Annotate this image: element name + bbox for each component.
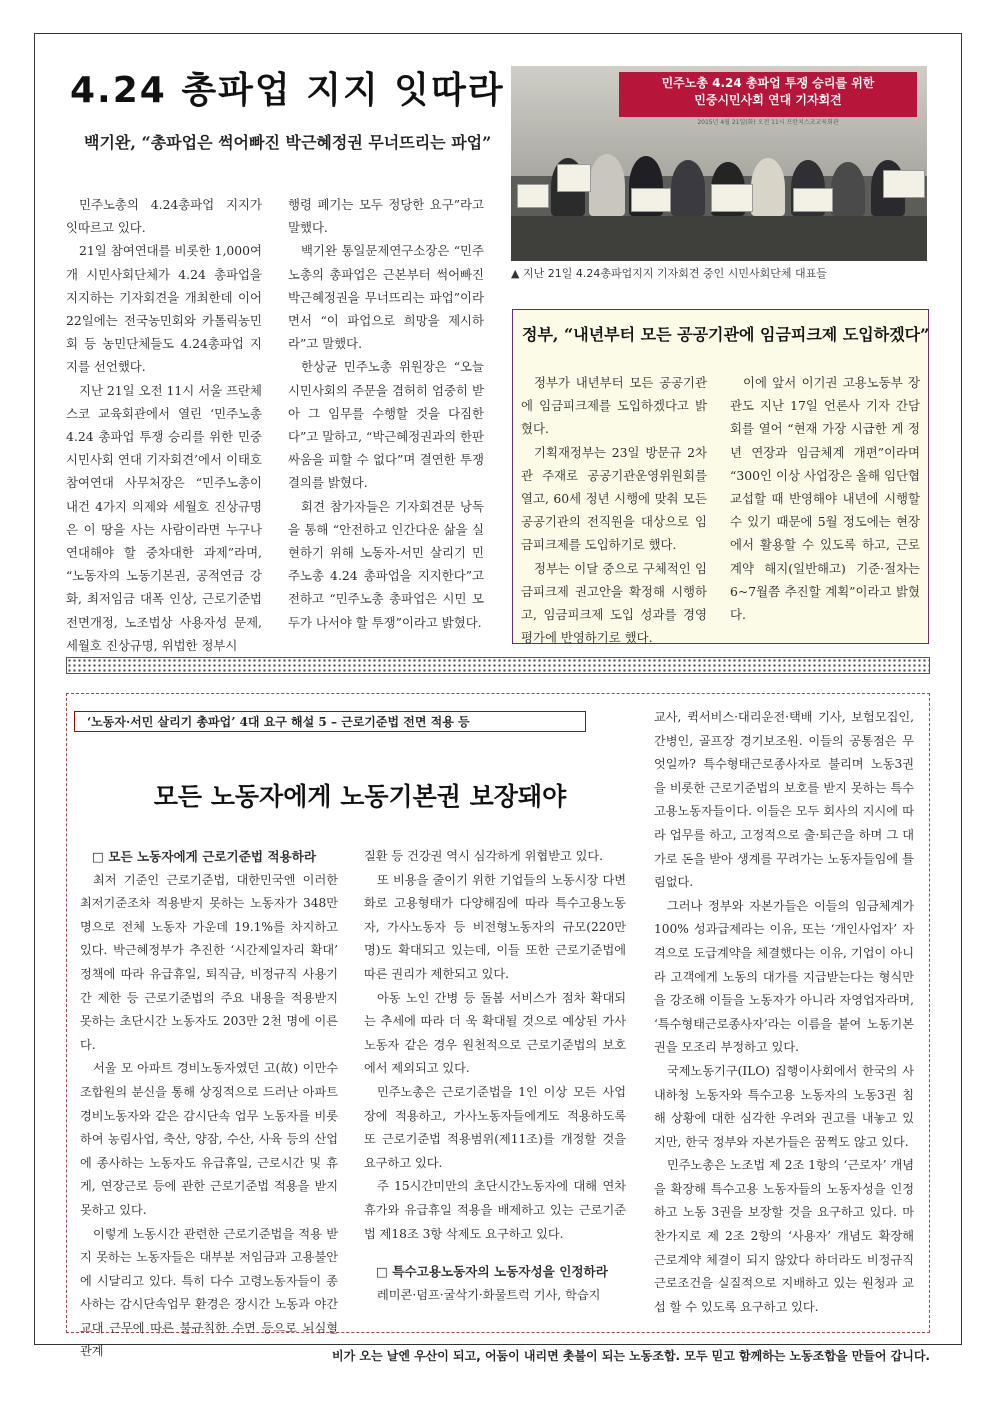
top-story-column-1 [66, 193, 262, 657]
section-heading: □ 모든 노동자에게 근로기준법 적용하라 [92, 849, 317, 864]
main-headline: 4.24 총파업 지지 잇따라 [70, 70, 505, 111]
paragraph: 21일 참여연대를 비롯한 1,000여개 시민사회단체가 4.24 총파업을 지지하는 기자회견을 개최한데 이어 22일에는 전국농민회와 카톨릭농민회 등 농민단체들도 4.24총파업 지지를 선언했다. [66, 243, 262, 375]
paragraph: 서울 모 아파트 경비노동자였던 고(故) 이만수 조합원의 분신을 통해 상징적으로 드러난 아파트 경비노동자와 같은 감시단속 업무 노동자를 비롯하여 농림사업, 축산, 양잠, 수산, 사육 등의 산업에 종사하는 노동자도 유급휴일, 근로시간 및 휴게, 연장근로 등에 관한 근로기준법 적용을 받지 못하고 있다. [80, 1061, 338, 1217]
paragraph: 행령 폐기는 모두 정당한 요구”라고 말했다. [288, 197, 484, 236]
footer-slogan: 비가 오는 날엔 우산이 되고, 어둠이 내리면 촛불이 되는 노동조합. 모두 믿고 함께하는 노동조합을 만들어 갑니다. [332, 1349, 930, 1363]
paragraph: 민주노총은 근로기준법을 1인 이상 모든 사업장에 적용하고, 가사노동자들에게도 적용하도록 또 근로기준법 적용범위(제11조)를 개정할 것을 요구하고 있다. [364, 1084, 626, 1170]
paragraph: 레미콘·덤프·굴삭기·화물트럭 기사, 학습지 [377, 1287, 601, 1302]
paragraph: 아동 노인 간병 등 돌봄 서비스가 점차 확대되는 추세에 따라 더 욱 확대될 것으로 예상된 가사노동자 같은 경우 원천적으로 근로기준법의 보호에서 제외되고 있다. [364, 990, 626, 1076]
paragraph: 이렇게 노동시간 관련한 근로기준법을 적용 받지 못하는 노동자들은 대부분 저임금과 고용불안에 시달리고 있다. 특히 다수 고령노동자들이 종사하는 감시단속업무 환경은 장시간 노동과 야간교대 근무에 따른 불규칙한 수면 등으로 뇌심혈관계 [80, 1226, 338, 1359]
paragraph: 민주노총의 4.24총파업 지지가 잇따르고 있다. [66, 197, 262, 236]
paragraph: 한상균 민주노총 위원장은 “오늘 시민사회의 주문을 겸허히 엄중히 받아 그 임무를 수행할 것을 다짐한다”고 말하고, “박근혜정권과의 한판 싸움을 피할 수 없다”며 결연한 투쟁 결의를 밝혔다. [288, 359, 484, 491]
photo-caption: ▲ 지난 21일 4.24총파업지지 기자회견 중인 시민사회단체 대표들 [511, 267, 827, 280]
section-divider [66, 657, 930, 674]
top-story-column-2 [288, 193, 484, 634]
paragraph: 교사, 퀵서비스·대리운전·택배 기사, 보험모집인, 간병인, 골프장 경기보조원. 이들의 공통점은 무엇일까? 특수형태근로종사자로 불리며 노동3권을 비롯한 근로기준법의 보호를 받지 못하는 특수고용노동자들이다. 이들은 모두 회사의 지시에 따라 업무를 하고, 고정적으로 출·퇴근을 하며 그 대가로 돈을 받아 생계를 꾸려가는 노동자들임에 틀림없다. [654, 710, 914, 890]
press-conference-photo [511, 66, 927, 261]
sidebar-column-2 [730, 371, 920, 626]
lower-headline: 모든 노동자에게 노동기본권 보장돼야 [153, 782, 567, 811]
paragraph: 주 15시간미만의 초단시간노동자에 대해 연차휴가와 유급휴일 적용을 배제하고 있는 근로기준법 제18조 3항 삭제도 요구하고 있다. [364, 1179, 626, 1241]
paragraph: 지난 21일 오전 11시 서울 프란체스코 교육회관에서 열린 ‘민주노총 4.24 총파업 투쟁 승리를 위한 민중시민사회 연대 기자회견’에서 이태호 참여연대 사무처장은 “민주노총이 내건 4가지 의제와 세월호 진상규명은 이 땅을 사는 사람이라면 누구나 연대해야 할 중차대한 과제”라며, “노동자의 노동기본권, 공적연금 강화, 최저임금 대폭 인상, 근로기준법 전면개정, 노조법상 사용자성 문제, 세월호 진상규명, 위법한 정부시 [66, 382, 262, 653]
series-kicker: ‘노동자·서민 살리기 총파업’ 4대 요구 해설 5 – 근로기준법 전면 적용 등 [74, 711, 586, 732]
paragraph: 그러나 정부와 자본가들은 이들의 임금체계가 100% 성과급제라는 이유, 또는 ‘개인사업자’ 자격으로 도급계약을 체결했다는 이유, 기업이 아니라 고객에게 노동의 대가를 지급받는다는 형식만을 강조해 이들을 노동자가 아니라 자영업자라며, ‘특수형태근로종사자’라는 이름을 붙여 노동기본권을 모조리 부정하고 있다. [654, 898, 914, 1055]
photo-banner: 민주노총 4.24 총파업 투쟁 승리를 위한 민중시민사회 연대 기자회견 2015년 4월 21일(화) 오전 11시 프란치스코교육회관 [619, 72, 917, 117]
paragraph: 이에 앞서 이기권 고용노동부 장관도 지난 17일 언론사 기자 간담회를 열어 “현재 가장 시급한 게 정년 연장과 임금체계 개편”이라며 “300인 이상 사업장은 올해 임단협 교섭할 때 반영해야 내년에 시행할 수 있기 때문에 5월 정도에는 현장에서 활용할 수 있도록 하고, 근로계약 해지(일반해고) 기준·절차는 6~7월쯤 추진할 계획”이라고 밝혔다. [730, 375, 920, 623]
paragraph: 회견 참가자들은 기자회견문 낭독을 통해 “안전하고 인간다운 삶을 실현하기 위해 노동자-서민 살리기 민주노총 4.24 총파업을 지지한다”고 전하고 “민주노총 총파업은 시민 모두가 나서야 할 투쟁”이라고 밝혔다. [288, 498, 484, 630]
paragraph: 또 비용을 줄이기 위한 기업들의 노동시장 다변화로 고용형태가 다양해짐에 따라 특수고용노동자, 가사노동자 등 비전형노동자의 규모(220만명)도 확대되고 있는데, 이들 또한 근로기준법에 따른 권리가 제한되고 있다. [364, 872, 626, 981]
sidebar-title: 정부, “내년부터 모든 공공기관에 임금피크제 도입하겠다” [522, 325, 930, 344]
lower-column-1 [80, 845, 338, 1364]
paragraph: 민주노총은 노조법 제 2조 1항의 ‘근로자’ 개념을 확장해 특수고용 노동자들의 노동자성을 인정하고 노동 3권을 보장할 것을 요구하고 있다. 마찬가지로 제 2조 2항의 ‘사용자’ 개념도 확장해 근로계약 체결이 되지 않았다 하더라도 비정규직 근로조건을 실질적으로 지배하고 있는 원청과 교섭 할 수 있도록 요구하고 있다. [654, 1158, 914, 1314]
lower-column-2 [364, 845, 626, 1307]
paragraph: 최저 기준인 근로기준법, 대한민국엔 이러한 최저기준조차 적용받지 못하는 노동자가 348만명으로 전체 노동자 가운데 19.1%를 차지하고 있다. 박근혜정부가 추진한 ‘시간제일자리 확대’ 정책에 따라 유급휴일, 퇴직금, 비정규직 사용기간 제한 등 근로기준법의 주요 내용을 적용받지 못하는 초단시간 노동자도 203만 2천 명에 이른다. [80, 872, 338, 1052]
section-heading: □ 특수고용노동자의 노동자성을 인정하라 [376, 1264, 608, 1280]
paragraph: 정부가 내년부터 모든 공공기관에 임금피크제를 도입하겠다고 밝혔다. [521, 375, 707, 437]
main-subheadline: 백기완, “총파업은 썩어빠진 박근혜정권 무너뜨리는 파업” [84, 133, 492, 152]
paragraph: 국제노동기구(ILO) 집행이사회에서 한국의 사내하청 노동자와 특수고용 노동자의 노동3권 침해 상황에 대한 심각한 우려와 권고를 내놓고 있지만, 한국 정부와 자본가들은 꿈쩍도 않고 있다. [654, 1063, 914, 1149]
paragraph: 질환 등 건강권 역시 심각하게 위협받고 있다. [364, 849, 604, 863]
paragraph: 백기완 통일문제연구소장은 “민주노총의 총파업은 근본부터 썩어빠진 박근혜정권을 무너뜨리는 파업”이라면서 “이 파업으로 희망을 제시하라”고 말했다. [288, 243, 484, 352]
paragraph: 기획재정부는 23일 방문규 2차관 주재로 공공기관운영위원회를 열고, 60세 정년 시행에 맞춰 모든 공공기관의 전직원을 대상으로 임금피크제를 도입하기로 했다. [521, 444, 707, 553]
paragraph: 정부는 이달 중으로 구체적인 임금피크제 권고안을 확정해 시행하고, 임금피크제 도입 성과를 경영평가에 반영하기로 했다. [521, 560, 707, 646]
lower-column-3 [654, 706, 914, 1319]
sidebar-column-1 [521, 371, 707, 649]
